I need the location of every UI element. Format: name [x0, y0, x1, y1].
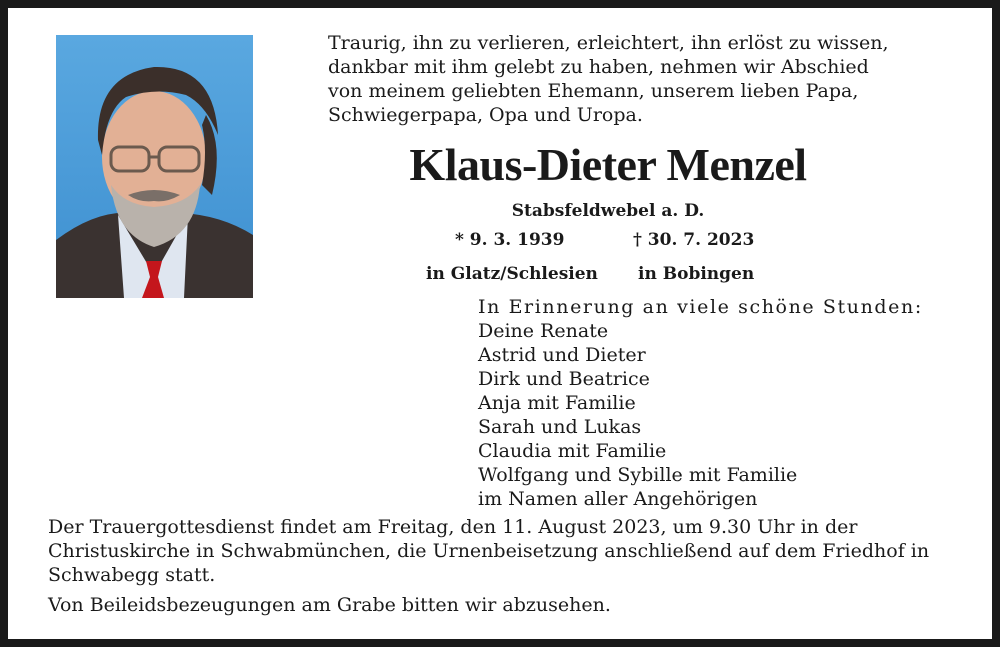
mourners-heading: In Erinnerung an viele schöne Stunden:	[478, 296, 923, 318]
birth-date: * 9. 3. 1939	[455, 230, 565, 250]
portrait-photo	[56, 35, 253, 298]
service-info: Der Trauergottesdienst findet am Freitag, den 11. August 2023, um 9.30 Uhr in der Christuskirche in Schwabmünchen, die Urnenbeisetzung anschließend auf dem Friedhof in Schwabegg statt.	[48, 516, 930, 586]
mourner-name: im Namen aller Angehörigen	[478, 488, 758, 510]
mourner-name: Sarah und Lukas	[478, 416, 642, 438]
mourner-name: Deine Renate	[478, 320, 609, 342]
rank-title: Stabsfeldwebel a. D.	[511, 201, 705, 221]
mourner-name: Astrid und Dieter	[478, 344, 646, 366]
death-date: † 30. 7. 2023	[633, 230, 755, 250]
mourner-name: Wolfgang und Sybille mit Familie	[478, 464, 798, 486]
mourner-name: Dirk und Beatrice	[478, 368, 650, 390]
condolence-note: Von Beileidsbezeugungen am Grabe bitten wir abzusehen.	[48, 594, 611, 616]
birth-place: in Glatz/Schlesien	[426, 264, 598, 284]
deceased-name: Klaus-Dieter Menzel	[409, 139, 807, 190]
obituary-card	[8, 8, 992, 639]
mourner-name: Anja mit Familie	[478, 392, 636, 414]
mourners-list	[478, 295, 923, 511]
mourner-name: Claudia mit Familie	[478, 440, 667, 462]
death-place: in Bobingen	[638, 264, 755, 284]
intro-text: Traurig, ihn zu verlieren, erleichtert, ihn erlöst zu wissen, dankbar mit ihm gelebt zu haben, nehmen wir Abschied von meinem geliebten Ehemann, unserem lieben Papa, Schwiegerpapa, Opa und Uropa.	[328, 32, 889, 126]
